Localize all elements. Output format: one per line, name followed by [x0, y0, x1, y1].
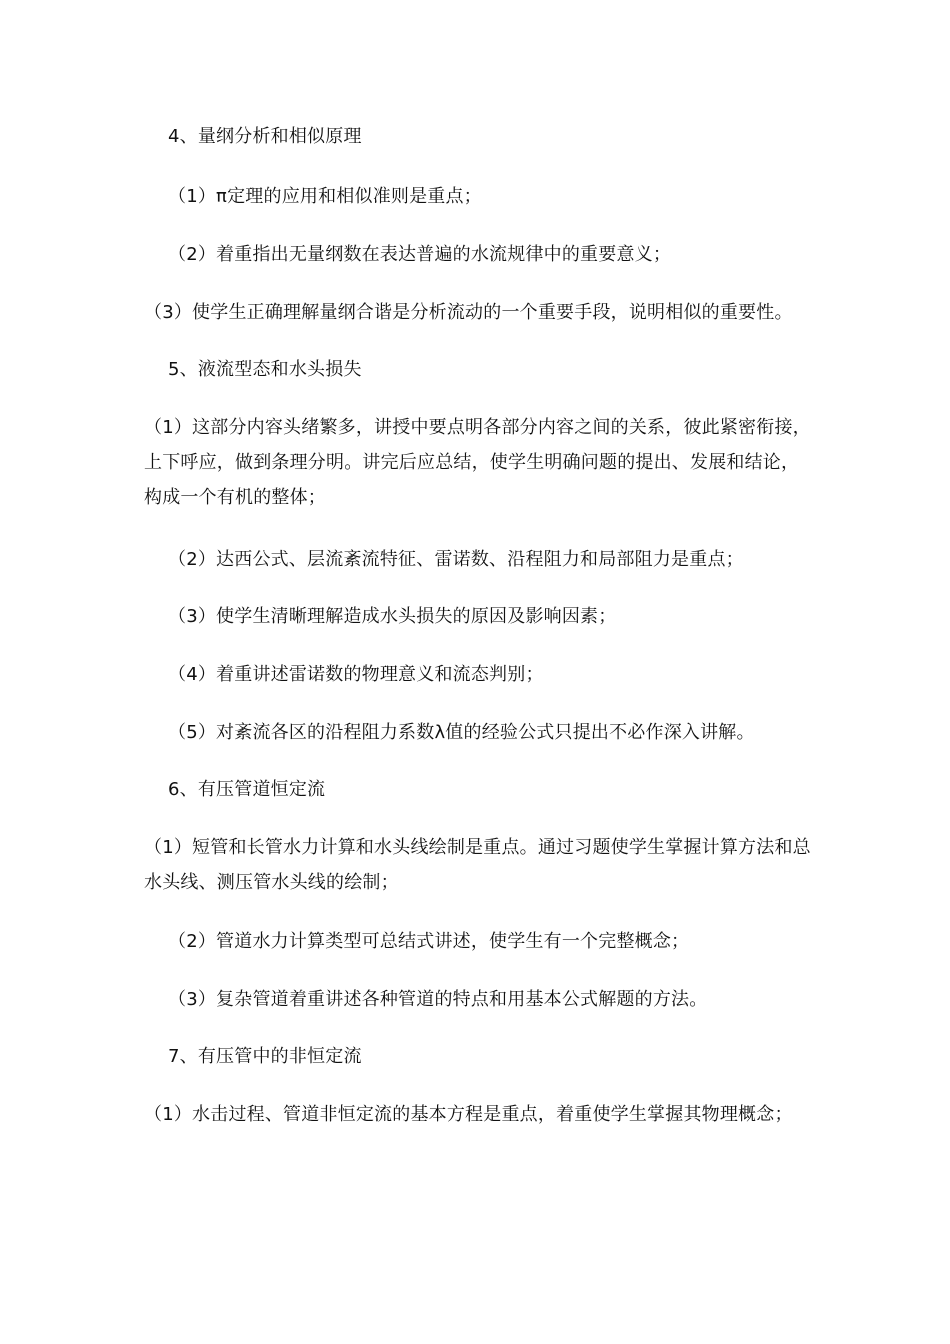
list-item: （1）π定理的应用和相似准则是重点；	[168, 186, 482, 207]
list-item: （3）复杂管道着重讲述各种管道的特点和用基本公式解题的方法。	[168, 989, 708, 1010]
section-heading-4: 4、量纲分析和相似原理	[168, 126, 362, 147]
list-item: （2）着重指出无量纲数在表达普遍的水流规律中的重要意义；	[168, 244, 672, 265]
section-heading-5: 5、液流型态和水头损失	[168, 359, 362, 380]
list-item: （5）对紊流各区的沿程阻力系数λ值的经验公式只提出不必作深入讲解。	[168, 722, 755, 743]
list-item: （1）水击过程、管道非恒定流的基本方程是重点，着重使学生掌握其物理概念；	[144, 1104, 793, 1125]
list-item: （3）使学生清晰理解造成水头损失的原因及影响因素；	[168, 606, 617, 627]
section-heading-6: 6、有压管道恒定流	[168, 779, 326, 800]
section-heading-7: 7、有压管中的非恒定流	[168, 1046, 362, 1067]
list-item: （2）管道水力计算类型可总结式讲述，使学生有一个完整概念；	[168, 931, 690, 952]
list-item: （4）着重讲述雷诺数的物理意义和流态判别；	[168, 664, 544, 685]
list-item: （2）达西公式、层流紊流特征、雷诺数、沿程阻力和局部阻力是重点；	[168, 549, 744, 570]
list-item: （1）短管和长管水力计算和水头线绘制是重点。通过习题使学生掌握计算方法和总水头线、测压管水头线的绘制；	[144, 837, 811, 893]
list-item: （3）使学生正确理解量纲合谐是分析流动的一个重要手段，说明相似的重要性。	[144, 302, 793, 323]
list-item: （1）这部分内容头绪繁多，讲授中要点明各部分内容之间的关系，彼此紧密衔接，上下呼应，做到条理分明。讲完后应总结，使学生明确问题的提出、发展和结论，构成一个有机的整体；	[144, 417, 811, 508]
